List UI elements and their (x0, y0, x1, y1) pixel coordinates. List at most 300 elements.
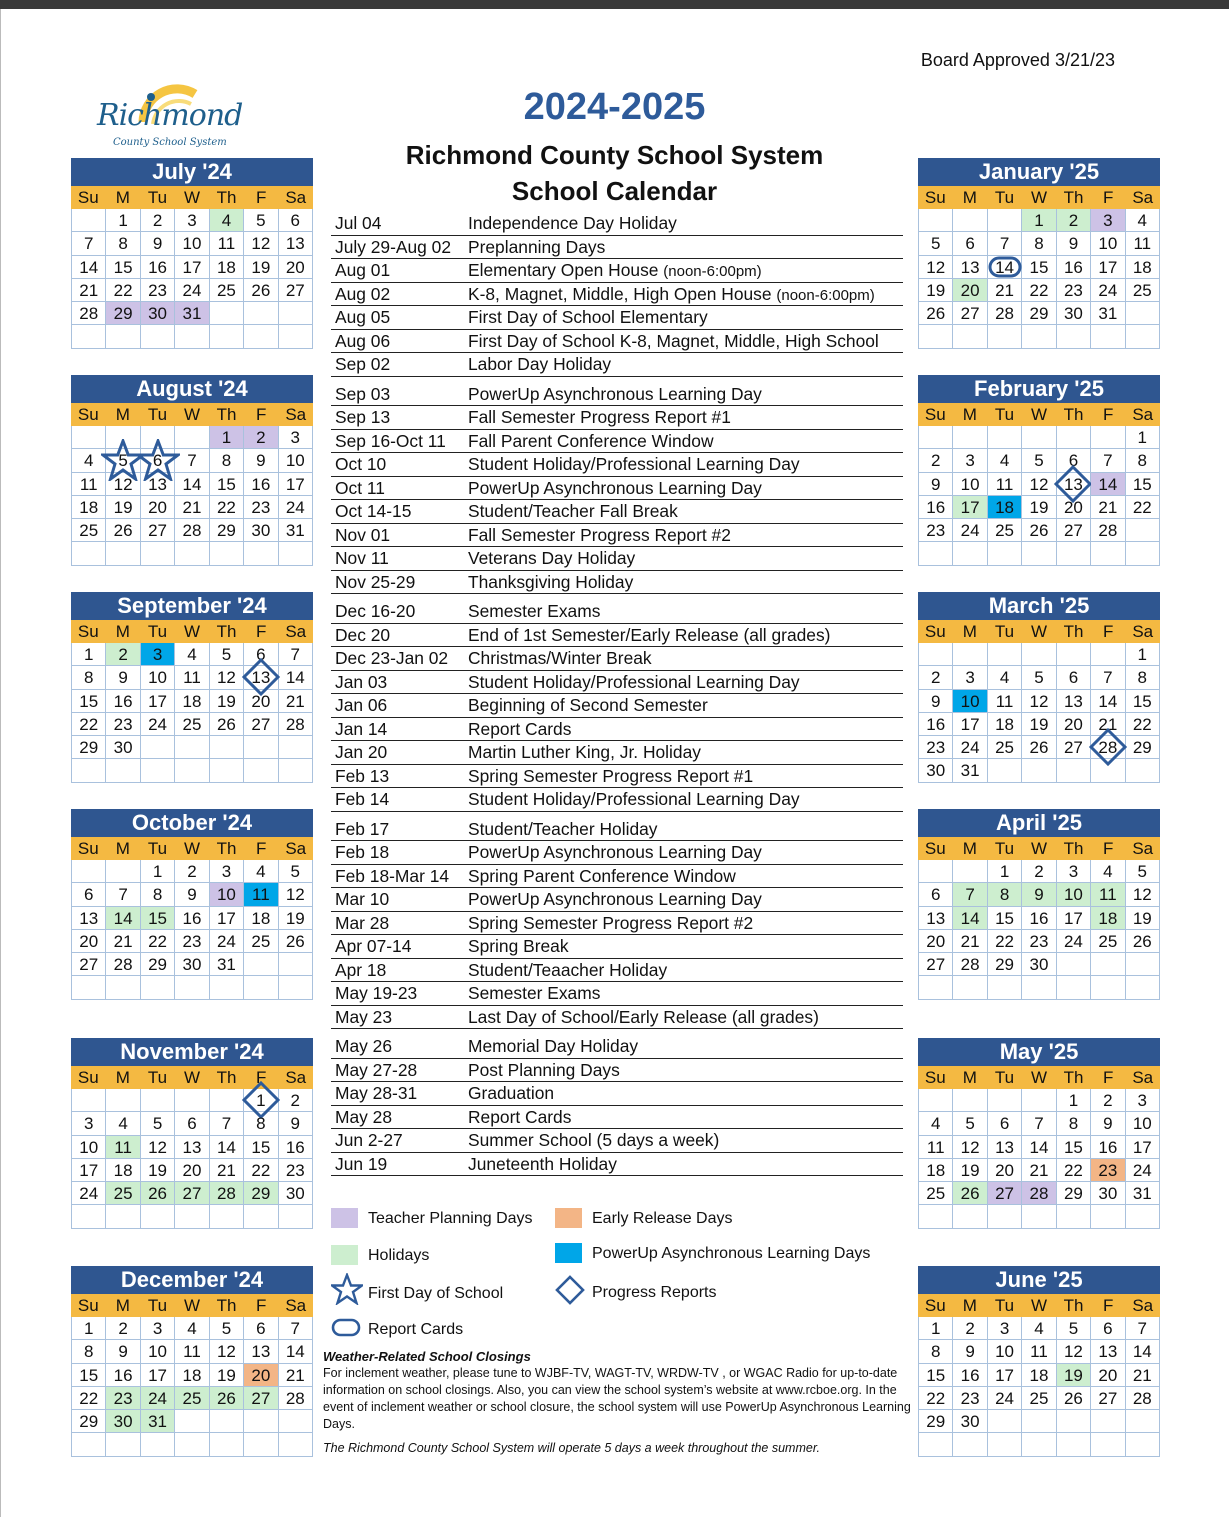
day-cell: 27 (279, 279, 313, 302)
weekday-header (918, 1066, 1160, 1089)
empty-cell (72, 1433, 106, 1456)
day-cell: 6 (1091, 1317, 1125, 1340)
day-cell: 8 (919, 1340, 953, 1363)
day-cell: 26 (919, 302, 953, 325)
event-text: PowerUp Asynchronous Learning Day (468, 842, 762, 862)
weekday-label: F (255, 622, 267, 641)
month-calendar (918, 1038, 1160, 1229)
day-cell: 20 (1057, 496, 1091, 519)
event-row (331, 500, 903, 524)
day-cell: 11 (1091, 883, 1125, 906)
empty-cell (210, 976, 244, 999)
day-cell: 13 (1057, 473, 1091, 496)
day-cell: 11 (1126, 232, 1160, 255)
day-cell: 25 (106, 1182, 140, 1205)
empty-cell (210, 302, 244, 325)
empty-cell (279, 325, 313, 348)
empty-cell (919, 325, 953, 348)
day-cell: 27 (244, 1387, 278, 1410)
empty-cell (1022, 1089, 1056, 1112)
day-cell: 6 (175, 1112, 209, 1135)
event-text: Semester Exams (468, 983, 601, 1003)
day-cell: 21 (175, 496, 209, 519)
empty-cell (1022, 325, 1056, 348)
event-date: Jun 2-27 (335, 1130, 403, 1150)
empty-cell (1091, 1410, 1125, 1433)
day-cell: 24 (141, 713, 175, 736)
day-cell: 27 (244, 713, 278, 736)
event-date: Nov 25-29 (335, 571, 416, 592)
event-row (331, 430, 903, 454)
day-cell: 24 (279, 496, 313, 519)
day-cell: 16 (953, 1364, 987, 1387)
event-date: Dec 16-20 (335, 601, 416, 621)
empty-cell (72, 209, 106, 232)
system-name: Richmond County School System (405, 140, 824, 170)
day-cell: 26 (1057, 1387, 1091, 1410)
day-cell: 4 (72, 449, 106, 472)
empty-cell (988, 976, 1022, 999)
weekday-label: F (255, 1296, 267, 1315)
day-cell: 8 (1126, 666, 1160, 689)
empty-cell (72, 1089, 106, 1112)
empty-cell (72, 542, 106, 565)
event-text: Last Day of School/Early Release (all grades) (468, 1006, 819, 1027)
weekday-label: Sa (1132, 188, 1154, 207)
event-date: Feb 18-Mar 14 (335, 865, 450, 886)
day-cell: 16 (1091, 1136, 1125, 1159)
day-cell: 23 (919, 519, 953, 542)
weekday-label: Sa (285, 405, 307, 424)
day-cell: 30 (1057, 302, 1091, 325)
event-text: Juneteenth Holiday (468, 1153, 617, 1174)
day-cell: 17 (141, 690, 175, 713)
day-cell: 19 (1022, 713, 1056, 736)
day-cell: 13 (988, 1136, 1022, 1159)
weekday-header (918, 186, 1160, 209)
weekday-label: Th (1063, 1068, 1084, 1087)
weekday-label: Sa (285, 622, 307, 641)
day-cell: 9 (106, 666, 140, 689)
empty-cell (1091, 1205, 1125, 1228)
day-cell: 30 (953, 1410, 987, 1433)
event-row (331, 959, 903, 983)
day-cell: 3 (141, 643, 175, 666)
month-calendar (918, 592, 1160, 783)
event-date: Jan 20 (335, 742, 388, 762)
day-cell: 2 (1091, 1089, 1125, 1112)
day-cell: 14 (279, 1340, 313, 1363)
day-cell: 11 (244, 883, 278, 906)
event-row (331, 524, 903, 548)
empty-cell (72, 860, 106, 883)
event-row (331, 982, 903, 1006)
day-cell: 20 (279, 256, 313, 279)
empty-cell (244, 325, 278, 348)
day-cell: 22 (1126, 496, 1160, 519)
day-cell: 31 (210, 953, 244, 976)
day-cell: 20 (244, 1364, 278, 1387)
day-cell: 17 (141, 1364, 175, 1387)
day-cell: 1 (244, 1089, 278, 1112)
event-row (331, 330, 903, 354)
weekday-label: W (1030, 188, 1048, 207)
day-cell: 22 (141, 930, 175, 953)
weekday-label: Th (1063, 839, 1084, 858)
early-release-swatch (555, 1208, 582, 1228)
event-text: PowerUp Asynchronous Learning Day (468, 383, 762, 404)
event-row (331, 383, 903, 407)
month-calendar (71, 1038, 313, 1229)
day-cell: 18 (1126, 256, 1160, 279)
empty-cell (141, 1205, 175, 1228)
weather-body: For inclement weather, please tune to WJBF-TV, WAGT-TV, WRDW-TV , or WGAC Radio for up-to-date information on school closings. Also, you can view the school system’s website at www.rcboe.org. In the event of inclement weather or school closure, the school system will use PowerUp Asynchronous Learning Days. (323, 1366, 911, 1431)
day-cell: 17 (953, 713, 987, 736)
month-title: October '24 (71, 809, 313, 837)
day-cell: 2 (279, 1089, 313, 1112)
oval-icon (988, 256, 1022, 278)
legend-label: Progress Reports (592, 1284, 717, 1301)
month-calendar (918, 158, 1160, 349)
day-cell: 22 (1057, 1159, 1091, 1182)
day-cell: 13 (141, 473, 175, 496)
day-cell: 28 (988, 302, 1022, 325)
empty-cell (175, 1089, 209, 1112)
event-text: PowerUp Asynchronous Learning Day (468, 889, 762, 909)
day-cell: 27 (1057, 736, 1091, 759)
empty-cell (244, 302, 278, 325)
day-cell: 12 (919, 256, 953, 279)
event-row (331, 547, 903, 571)
weekday-label: M (962, 405, 977, 424)
weekday-label: F (1102, 405, 1114, 424)
legend-label: Early Release Days (592, 1210, 733, 1227)
weekday-label: M (962, 188, 977, 207)
empty-cell (72, 759, 106, 782)
legend-label: Report Cards (368, 1321, 464, 1338)
day-cell: 20 (953, 279, 987, 302)
weekday-label: Th (216, 622, 237, 641)
empty-cell (988, 209, 1022, 232)
day-cell: 30 (1022, 953, 1056, 976)
day-cell: 14 (1091, 690, 1125, 713)
day-cell: 24 (1057, 930, 1091, 953)
day-cell: 23 (106, 713, 140, 736)
legend-label: First Day of School (368, 1285, 504, 1302)
day-cell: 25 (1126, 279, 1160, 302)
day-cell: 24 (141, 1387, 175, 1410)
day-grid (918, 643, 1160, 783)
day-cell: 12 (210, 666, 244, 689)
empty-cell (1091, 953, 1125, 976)
event-row (331, 600, 903, 624)
month-title: September '24 (71, 592, 313, 620)
day-cell: 5 (953, 1112, 987, 1135)
powerup-swatch (555, 1243, 582, 1263)
empty-cell (279, 1410, 313, 1433)
day-cell: 6 (244, 643, 278, 666)
empty-cell (1091, 976, 1125, 999)
weekday-label: M (115, 622, 130, 641)
day-cell: 30 (279, 1182, 313, 1205)
day-cell: 20 (1091, 1364, 1125, 1387)
day-cell: 15 (106, 256, 140, 279)
event-text: Memorial Day Holiday (468, 1036, 639, 1056)
weekday-label: M (115, 405, 130, 424)
empty-cell (175, 426, 209, 449)
day-cell: 1 (72, 1317, 106, 1340)
event-date: Aug 06 (335, 330, 391, 351)
day-cell: 25 (1091, 930, 1125, 953)
day-cell: 22 (1126, 713, 1160, 736)
day-cell: 28 (175, 519, 209, 542)
day-cell: 5 (1022, 449, 1056, 472)
event-row (331, 741, 903, 765)
day-cell: 8 (1057, 1112, 1091, 1135)
day-cell: 29 (988, 953, 1022, 976)
event-date: May 19-23 (335, 983, 418, 1003)
weekday-label: Tu (147, 839, 168, 858)
day-cell: 29 (72, 1410, 106, 1433)
event-row (331, 718, 903, 742)
weekday-label: Tu (994, 622, 1015, 641)
weekday-label: W (183, 188, 201, 207)
empty-cell (141, 736, 175, 759)
day-cell: 27 (953, 302, 987, 325)
day-cell: 2 (919, 666, 953, 689)
day-cell: 13 (1091, 1340, 1125, 1363)
weekday-label: M (962, 1068, 977, 1087)
day-cell: 13 (919, 907, 953, 930)
day-cell: 27 (175, 1182, 209, 1205)
empty-cell (141, 325, 175, 348)
event-date: Sep 03 (335, 383, 391, 404)
day-cell: 28 (1091, 519, 1125, 542)
day-grid (71, 209, 313, 349)
day-cell: 21 (72, 279, 106, 302)
day-cell: 7 (1022, 1112, 1056, 1135)
day-cell: 17 (175, 256, 209, 279)
day-cell: 5 (919, 232, 953, 255)
weekday-header (918, 620, 1160, 643)
event-text: Thanksgiving Holiday (468, 571, 634, 592)
empty-cell (279, 976, 313, 999)
day-cell: 24 (988, 1387, 1022, 1410)
weekday-label: M (962, 1296, 977, 1315)
empty-cell (1126, 542, 1160, 565)
day-cell: 24 (210, 930, 244, 953)
day-cell: 4 (175, 643, 209, 666)
day-cell: 22 (106, 279, 140, 302)
day-cell: 28 (953, 953, 987, 976)
day-cell: 26 (279, 930, 313, 953)
event-text: Martin Luther King, Jr. Holiday (468, 742, 701, 762)
diamond-icon (555, 1275, 585, 1305)
event-row (331, 306, 903, 330)
day-cell: 13 (244, 666, 278, 689)
event-note: (noon-6:00pm) (663, 263, 762, 280)
day-grid (71, 1317, 313, 1457)
empty-cell (1057, 1410, 1091, 1433)
day-cell: 26 (953, 1182, 987, 1205)
weekday-label: F (255, 839, 267, 858)
month-calendar (918, 1266, 1160, 1457)
day-cell: 26 (141, 1182, 175, 1205)
weekday-label: Tu (994, 405, 1015, 424)
weekday-label: W (1030, 405, 1048, 424)
day-grid (918, 860, 1160, 1000)
event-date: Feb 14 (335, 789, 390, 809)
empty-cell (244, 1410, 278, 1433)
day-cell: 21 (1091, 713, 1125, 736)
day-cell: 6 (1057, 666, 1091, 689)
day-cell: 19 (1057, 1364, 1091, 1387)
empty-cell (1057, 325, 1091, 348)
event-date: Feb 18 (335, 842, 390, 862)
month-title: March '25 (918, 592, 1160, 620)
events-list (331, 212, 903, 1176)
day-cell: 12 (953, 1136, 987, 1159)
day-cell: 8 (72, 1340, 106, 1363)
day-cell: 4 (1091, 860, 1125, 883)
event-date: May 26 (335, 1036, 393, 1056)
empty-cell (72, 976, 106, 999)
day-cell: 26 (210, 1387, 244, 1410)
day-grid (918, 1317, 1160, 1457)
day-cell: 30 (106, 736, 140, 759)
day-cell: 2 (244, 426, 278, 449)
day-cell: 3 (1126, 1089, 1160, 1112)
empty-cell (1022, 1205, 1056, 1228)
legend-label: PowerUp Asynchronous Learning Days (592, 1245, 871, 1262)
day-cell: 10 (953, 690, 987, 713)
day-cell: 12 (244, 232, 278, 255)
day-cell: 25 (72, 519, 106, 542)
event-date: Feb 13 (335, 765, 390, 786)
day-cell: 16 (919, 713, 953, 736)
empty-cell (1057, 426, 1091, 449)
weekday-label: M (962, 839, 977, 858)
day-cell: 14 (1091, 473, 1125, 496)
day-cell: 23 (1057, 279, 1091, 302)
weekday-label: Th (216, 839, 237, 858)
weekday-label: F (1102, 1068, 1114, 1087)
day-cell: 17 (1057, 907, 1091, 930)
empty-cell (953, 325, 987, 348)
day-cell: 16 (106, 1364, 140, 1387)
empty-cell (988, 426, 1022, 449)
weekday-header (71, 837, 313, 860)
day-cell: 18 (72, 496, 106, 519)
day-cell: 16 (279, 1136, 313, 1159)
event-text: Preplanning Days (468, 236, 606, 257)
day-cell: 10 (175, 232, 209, 255)
empty-cell (106, 542, 140, 565)
weekday-header (71, 620, 313, 643)
event-text: Independence Day Holiday (468, 213, 677, 233)
calendar-title: School Calendar (511, 176, 718, 206)
day-cell: 17 (953, 496, 987, 519)
day-cell: 31 (175, 302, 209, 325)
event-date: May 23 (335, 1006, 393, 1027)
day-cell: 14 (1126, 1340, 1160, 1363)
event-row (331, 406, 903, 430)
weekday-label: Su (924, 188, 946, 207)
day-cell: 8 (1022, 232, 1056, 255)
empty-cell (106, 426, 140, 449)
month-title: February '25 (918, 375, 1160, 403)
day-cell: 29 (1022, 302, 1056, 325)
day-cell: 9 (1091, 1112, 1125, 1135)
day-cell: 7 (953, 883, 987, 906)
day-grid (918, 426, 1160, 566)
event-text: Graduation (468, 1083, 555, 1103)
empty-cell (141, 759, 175, 782)
empty-cell (1057, 1433, 1091, 1456)
event-date: Mar 28 (335, 912, 390, 933)
event-row (331, 912, 903, 936)
event-date: Jan 03 (335, 671, 388, 692)
event-date: May 28 (335, 1106, 393, 1127)
teacher-planning-swatch (331, 1208, 358, 1228)
day-cell: 4 (210, 209, 244, 232)
empty-cell (988, 759, 1022, 782)
empty-cell (106, 860, 140, 883)
weekday-label: Su (77, 1068, 99, 1087)
day-cell: 12 (1057, 1340, 1091, 1363)
day-cell: 24 (1091, 279, 1125, 302)
day-cell: 12 (141, 1136, 175, 1159)
day-cell: 28 (210, 1182, 244, 1205)
day-cell: 14 (953, 907, 987, 930)
empty-cell (1022, 976, 1056, 999)
day-cell: 19 (244, 256, 278, 279)
event-text: Post Planning Days (468, 1059, 620, 1080)
weekday-label: Sa (1132, 622, 1154, 641)
day-cell: 21 (210, 1159, 244, 1182)
day-cell: 21 (279, 690, 313, 713)
weekday-label: Sa (1132, 1068, 1154, 1087)
day-cell: 31 (1091, 302, 1125, 325)
event-row (331, 624, 903, 648)
day-cell: 22 (988, 930, 1022, 953)
day-cell: 9 (244, 449, 278, 472)
month-calendar (71, 375, 313, 566)
weekday-header (71, 403, 313, 426)
day-cell: 19 (106, 496, 140, 519)
day-cell: 11 (919, 1136, 953, 1159)
day-cell: 28 (106, 953, 140, 976)
event-text: Veterans Day Holiday (468, 548, 636, 568)
day-cell: 27 (988, 1182, 1022, 1205)
event-date: Sep 16-Oct 11 (335, 430, 446, 451)
weekday-label: Su (77, 1296, 99, 1315)
day-cell: 10 (141, 666, 175, 689)
day-cell: 21 (279, 1364, 313, 1387)
day-cell: 10 (1091, 232, 1125, 255)
event-date: Jul 04 (335, 213, 382, 233)
day-cell: 1 (988, 860, 1022, 883)
star-icon (331, 1273, 363, 1305)
empty-cell (141, 542, 175, 565)
event-date: Dec 23-Jan 02 (335, 648, 449, 668)
day-cell: 15 (72, 1364, 106, 1387)
day-cell: 26 (1022, 519, 1056, 542)
weekday-label: Su (77, 622, 99, 641)
event-date: Oct 10 (335, 454, 387, 474)
day-cell: 18 (106, 1159, 140, 1182)
weekday-label: M (115, 188, 130, 207)
